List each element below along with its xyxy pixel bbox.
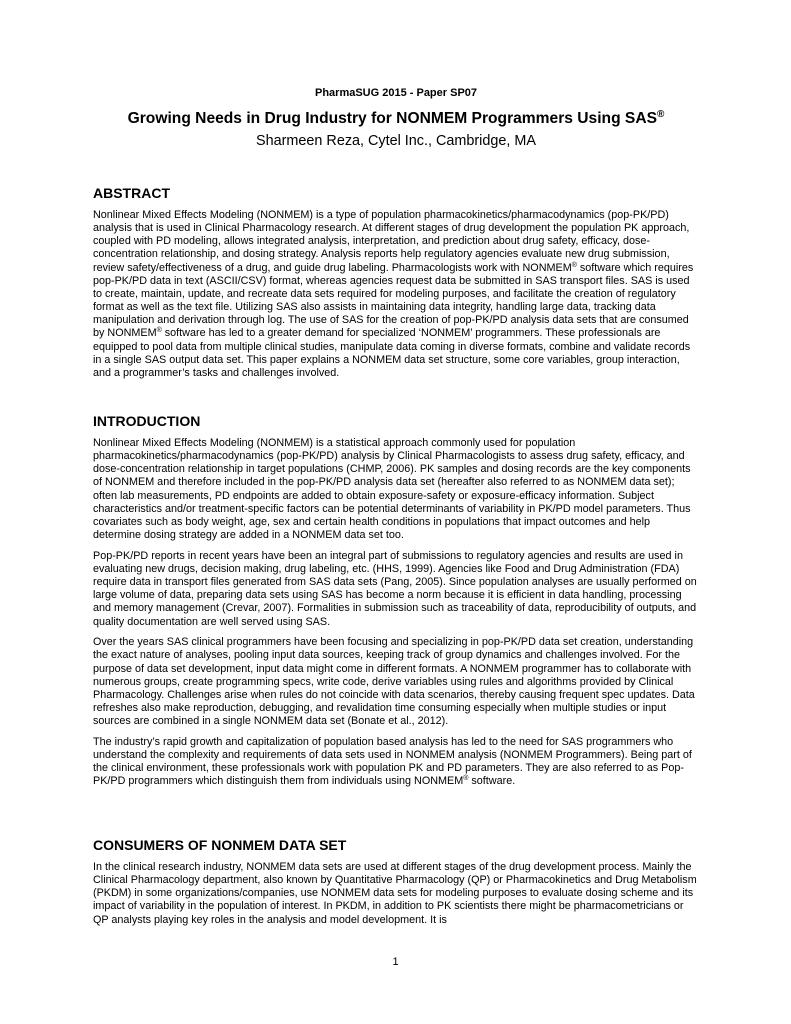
introduction-paragraph-2: Pop-PK/PD reports in recent years have been an integral part of submissions to regulatory agencies and results are used in evaluating new drugs, decision making, drug labeling, etc. (HHS, 1999). Agencies like Food and Drug Administration (FDA) require data in transport files generated from SAS data sets (Pang, 2005). Since population analyses are usually performed on large volume of data, preparing data sets using SAS has become a norm because it is efficient in data handling, processing and memory management (Crevar, 2007). Formalities in submission such as traceability of data, reproducibility of outputs, and quality documentation are well served using SAS.: [93, 549, 697, 628]
abstract-heading: ABSTRACT: [93, 185, 170, 201]
page-number: 1: [392, 956, 399, 968]
paper-title: [93, 109, 699, 128]
introduction-paragraph-4: The industry’s rapid growth and capitalization of population based analysis has led to the need for SAS programmers who understand the complexity and requirements of data sets used in NONMEM analysis (NONMEM Programmers). Being part of the clinical environment, these professionals work with population PK and PD parameters. They are also referred to as Pop-PK/PD programmers which distinguish them from individuals using NONMEM® software.: [93, 735, 692, 788]
paper-title-text: Growing Needs in Drug Industry for NONMEM Programmers Using SAS: [127, 110, 657, 127]
abstract-section: [93, 185, 699, 388]
introduction-section: [93, 413, 699, 796]
conference-label: PharmaSUG 2015 - Paper SP07: [314, 87, 478, 99]
registered-mark: ®: [156, 327, 162, 335]
abstract-paragraph: Nonlinear Mixed Effects Modeling (NONMEM) is a type of population pharmacokinetics/pharmacodynamics (pop-PK/PD) analysis that is used in Clinical Pharmacology research. At different stages of drug development the population PK approach, coupled with PD modeling, allows integrated analysis, interpretation, and prediction about drug safety, efficacy, dose-concentration relationship, and dosing strategy. Analysis reports help regulatory agencies evaluate new drug submission, review safety/effectiveness of a drug, and guide drug labeling. Pharmacologists work with NONMEM® software which requires pop-PK/PD data in text (ASCII/CSV) format, whereas agencies request data be submitted in SAS transport files. SAS is used to create, maintain, update, and recreate data sets required for modeling purposes, and facilitate the creation of regulatory format as well as the text file. Utilizing SAS also assists in maintaining data integrity, handling large data, tracking data manipulation and derivation through log. The use of SAS for the creation of pop-PK/PD analysis data sets that are consumed by NONMEM® software has led to a greater demand for specialized ‘NONMEM’ programmers. These professionals are equipped to pool data from multiple clinical studies, manipulate data coming in diverse formats, combine and validate records in a single SAS output data set. This paper explains a NONMEM data set structure, some core variables, group interaction, and a programmer’s tasks and challenges involved.: [93, 209, 694, 379]
consumers-heading: CONSUMERS OF NONMEM DATA SET: [93, 837, 347, 853]
consumers-paragraph-1: In the clinical research industry, NONMEM data sets are used at different stages of the drug development process. Mainly the Clinical Pharmacology department, also known by Quantitative Pharmacology (QP) or Pharmacokinetics and Drug Metabolism (PKDM) in some organizations/companies, use NONMEM data sets for modeling purposes to evaluate dosing scheme and its impact of variability in the population of interest. In PKDM, in addition to PK scientists there might be pharmacometricians or QP analysts playing key roles in the analysis and model development. It is: [93, 861, 697, 926]
registered-mark: ®: [463, 775, 469, 783]
author-line: Sharmeen Reza, Cytel Inc., Cambridge, MA: [256, 133, 536, 149]
introduction-paragraph-1: Nonlinear Mixed Effects Modeling (NONMEM) is a statistical approach commonly used for population pharmacokinetics/pharmacodynamics (pop-PK/PD) analysis by Clinical Pharmacologists to assess drug safety, efficacy, and dose-concentration relationship in target populations (CHMP, 2006). PK samples and dosing records are the key components of NONMEM and therefore included in the pop-PK/PD analysis data set (hereafter also referred to as NONMEM data set); often lab measurements, PD endpoints are added to obtain exposure-safety or exposure-efficacy information. Subject characteristics and/or treatment-specific factors can be potential determinants of variability in PK/PD model parameters. Thus covariates such as body weight, age, sex and certain health conditions in populations that impact outcomes and help determine dosing strategy are added in a NONMEM data set too.: [93, 437, 691, 542]
introduction-paragraph-3: Over the years SAS clinical programmers have been focusing and specializing in pop-PK/PD data set creation, understanding the exact nature of analyses, pooling input data sources, keeping track of group dynamics and challenges involved. For the purpose of data set development, input data might come in different formats. A NONMEM programmer has to collaborate with numerous groups, create programming specs, write code, derive variables using rules and algorithms provided by Clinical Pharmacology. Challenges arise when rules do not coincide with data scenarios, thereby causing frequent spec updates. Data refreshes also make reproduction, debugging, and revalidation time consuming especially when multiple studies or input sources are combined in a single NONMEM data set (Bonate et al., 2012).: [93, 636, 695, 728]
paper-page: [93, 86, 699, 926]
registered-mark: ®: [657, 109, 665, 120]
consumers-section: [93, 837, 699, 934]
registered-mark: ®: [571, 261, 577, 269]
paper-header: [93, 86, 699, 151]
introduction-heading: INTRODUCTION: [93, 413, 201, 429]
